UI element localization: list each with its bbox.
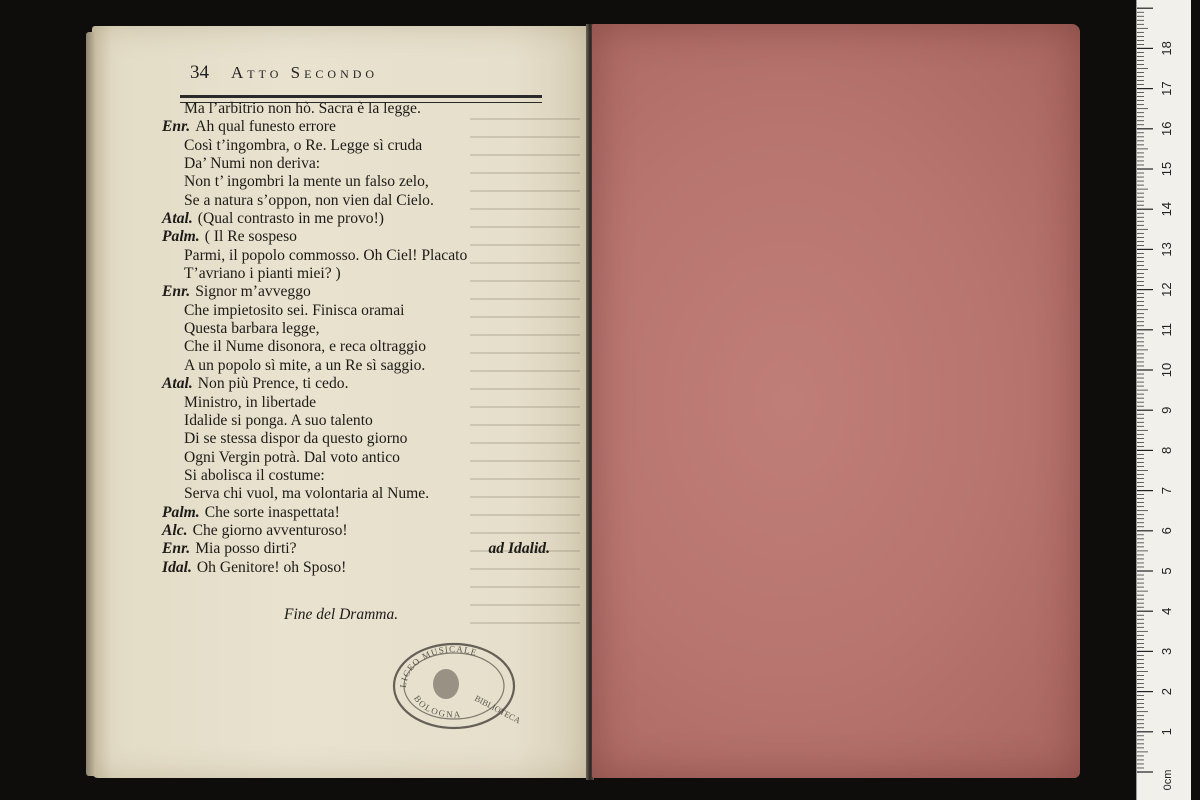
svg-text:BOLOGNA (412, 693, 462, 719)
line-text: Così t’ingombra, o Re. Legge sì cruda (184, 136, 423, 154)
text-line (162, 118, 562, 136)
speaker-name: Palm. (162, 228, 200, 246)
text-line (162, 247, 562, 265)
line-text: Non t’ ingombri la mente un falso zelo, (184, 173, 429, 191)
line-text: A un popolo sì mite, a un Re sì saggio. (184, 356, 426, 374)
ruler-tick-label: 16 (1159, 121, 1174, 137)
page-header (190, 62, 550, 88)
line-text: Oh Genitore! oh Sposo! (196, 558, 347, 576)
line-text: Ma l’arbitrio non hò. Sacra è la legge. (184, 100, 421, 117)
ruler-tick-label: 18 (1159, 41, 1174, 56)
stamp-outer-text: LICEO MUSICALE (397, 643, 479, 689)
line-text: (Qual contrasto in me provo!) (197, 210, 384, 228)
text-line (162, 559, 562, 577)
ruler-tick-label: 6 (1159, 527, 1174, 535)
line-text: Se a natura s’oppon, non vien dal Cielo. (184, 191, 434, 209)
text-line (162, 338, 562, 356)
text-line (162, 485, 562, 503)
ruler-tick-label: 8 (1159, 446, 1174, 455)
stamp-inner-text: BIBLIOTECA (473, 692, 520, 726)
play-text (162, 100, 562, 577)
text-line (162, 173, 562, 191)
text-line (162, 412, 562, 430)
line-text: Ah qual funesto errore (195, 118, 336, 136)
ruler-tick-label: 3 (1159, 647, 1174, 656)
text-line (162, 430, 562, 448)
line-text: Serva chi vuol, ma volontaria al Nume. (184, 485, 430, 503)
text-line (162, 375, 562, 393)
speaker-name: Idal. (162, 558, 192, 576)
ruler-tick-label: 7 (1159, 486, 1174, 495)
line-text: Questa barbara legge, (184, 320, 320, 338)
line-text: Signor m’avveggo (195, 283, 311, 301)
stamp-emblem-icon (433, 669, 459, 699)
speaker-name: Alc. (162, 521, 188, 539)
ruler-tick-label: 4 (1159, 607, 1174, 615)
text-line (162, 522, 562, 540)
measuring-ruler (1136, 0, 1191, 800)
pink-cover-page (592, 24, 1080, 778)
text-line (162, 155, 562, 173)
line-text: Mia posso dirti? (195, 540, 297, 558)
ruler-tick-label: 17 (1159, 81, 1174, 96)
line-text: Di se stessa dispor da questo giorno (184, 430, 408, 448)
line-text: Che il Nume disonora, e reca oltraggio (184, 338, 427, 356)
ruler-tick-label: 1 (1159, 728, 1174, 736)
line-text: T’avriano i pianti miei? ) (184, 265, 341, 283)
closing-line: Fine del Dramma. (284, 606, 399, 623)
line-text: Ogni Vergin potrà. Dal voto antico (184, 448, 400, 466)
line-text: ( Il Re sospeso (204, 228, 297, 246)
ruler-tick-label: 11 (1159, 323, 1174, 337)
line-text: Che impietosito sei. Finisca oramai (184, 301, 405, 319)
text-line (162, 302, 562, 320)
speaker-name: Enr. (162, 118, 191, 136)
ruler-tick-label: 2 (1159, 687, 1174, 696)
text-line (162, 449, 562, 467)
speaker-name: Palm. (162, 503, 200, 521)
text-line (162, 540, 562, 558)
ruler-unit-label: 0cm (1162, 769, 1174, 791)
line-text: Parmi, il popolo commosso. Oh Ciel! Placato (184, 246, 468, 264)
running-title: Atto Secondo (231, 63, 379, 82)
text-line (162, 504, 562, 522)
text-line (162, 100, 562, 118)
stage-direction: ad Idalid. (488, 540, 550, 558)
text-line (162, 192, 562, 210)
text-line (162, 283, 562, 301)
stamp-bottom-text: BOLOGNA (412, 693, 463, 720)
line-text: Ministro, in libertade (184, 393, 317, 411)
text-line (162, 394, 562, 412)
text-line (162, 357, 562, 375)
ruler-tick-label: 5 (1159, 567, 1174, 575)
line-text: Da’ Numi non deriva: (184, 155, 321, 173)
speaker-name: Enr. (162, 540, 191, 558)
speaker-name: Atal. (162, 210, 193, 228)
text-line (162, 137, 562, 155)
line-text: Che giorno avventuroso! (192, 521, 348, 539)
line-text: Non più Prence, ti cedo. (197, 375, 349, 393)
page-number: 34 (190, 62, 209, 83)
text-line (162, 265, 562, 283)
line-text: Che sorte inaspettata! (204, 503, 340, 521)
ruler-tick-label: 13 (1159, 242, 1174, 257)
ruler-tick-label: 9 (1159, 406, 1174, 414)
text-line (162, 210, 562, 228)
speaker-name: Enr. (162, 283, 191, 301)
line-text: Si abolisca il costume: (184, 466, 325, 484)
ruler-tick-label: 12 (1159, 282, 1174, 297)
ruler-tick-label: 14 (1159, 201, 1174, 217)
text-line (162, 467, 562, 485)
line-text: Idalide si ponga. A suo talento (184, 411, 373, 429)
text-line (162, 320, 562, 338)
speaker-name: Atal. (162, 375, 193, 393)
ruler-tick-label: 15 (1159, 161, 1174, 177)
library-stamp (388, 638, 520, 734)
ruler-tick-label: 10 (1159, 362, 1174, 378)
text-line (162, 228, 562, 246)
